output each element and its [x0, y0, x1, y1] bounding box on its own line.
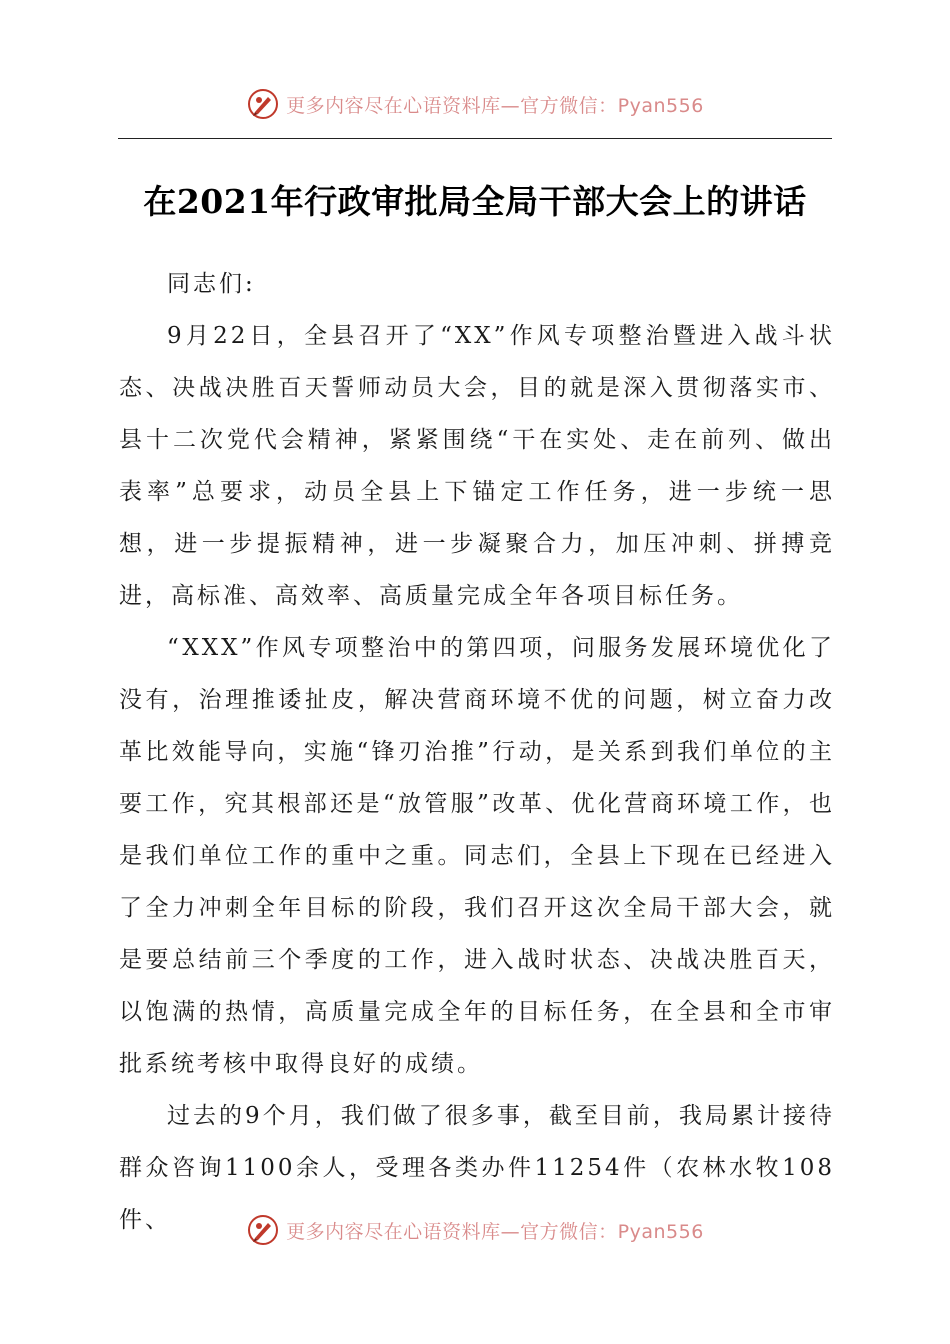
document-title: 在2021年行政审批局全局干部大会上的讲话 [143, 182, 807, 221]
watermark-text: 更多内容尽在心语资料库—官方微信：Pyan556 [286, 94, 704, 117]
watermark-text: 更多内容尽在心语资料库—官方微信：Pyan556 [286, 1220, 704, 1243]
header-divider [118, 138, 832, 139]
pen-nib-logo-icon [246, 1213, 280, 1247]
watermark-header [0, 84, 950, 124]
paragraph-1: 9月22日，全县召开了“XX”作风专项整治暨进入战斗状态、决战决胜百天誓师动员大会，目的就是深入贯彻落实市、县十二次党代会精神，紧紧围绕“干在实处、走在前列、做出表率”总要求，动员全县上下锚定工作任务，进一步统一思想，进一步提振精神，进一步凝聚合力，加压冲刺、拼搏竞进，高标准、高效率、高质量完成全年各项目标任务。 [119, 323, 835, 609]
watermark-footer [0, 1210, 950, 1250]
document-body [119, 258, 835, 1246]
salutation: 同志们: [167, 271, 256, 297]
paragraph-3: 过去的9个月，我们做了很多事，截至目前，我局累计接待群众咨询1100余人，受理各类办件11254件（农林水牧108件、 [119, 1103, 835, 1233]
paragraph-2: “XXX”作风专项整治中的第四项，问服务发展环境优化了没有，治理推诿扯皮，解决营商环境不优的问题，树立奋力改革比效能导向，实施“锋刃治推”行动，是关系到我们单位的主要工作，究其根部还是“放管服”改革、优化营商环境工作，也是我们单位工作的重中之重。同志们，全县上下现在已经进入了全力冲刺全年目标的阶段，我们召开这次全局干部大会，就是要总结前三个季度的工作，进入战时状态、决战决胜百天，以饱满的热情，高质量完成全年的目标任务，在全县和全市审批系统考核中取得良好的成绩。 [119, 635, 835, 1077]
pen-nib-logo-icon [246, 87, 280, 121]
